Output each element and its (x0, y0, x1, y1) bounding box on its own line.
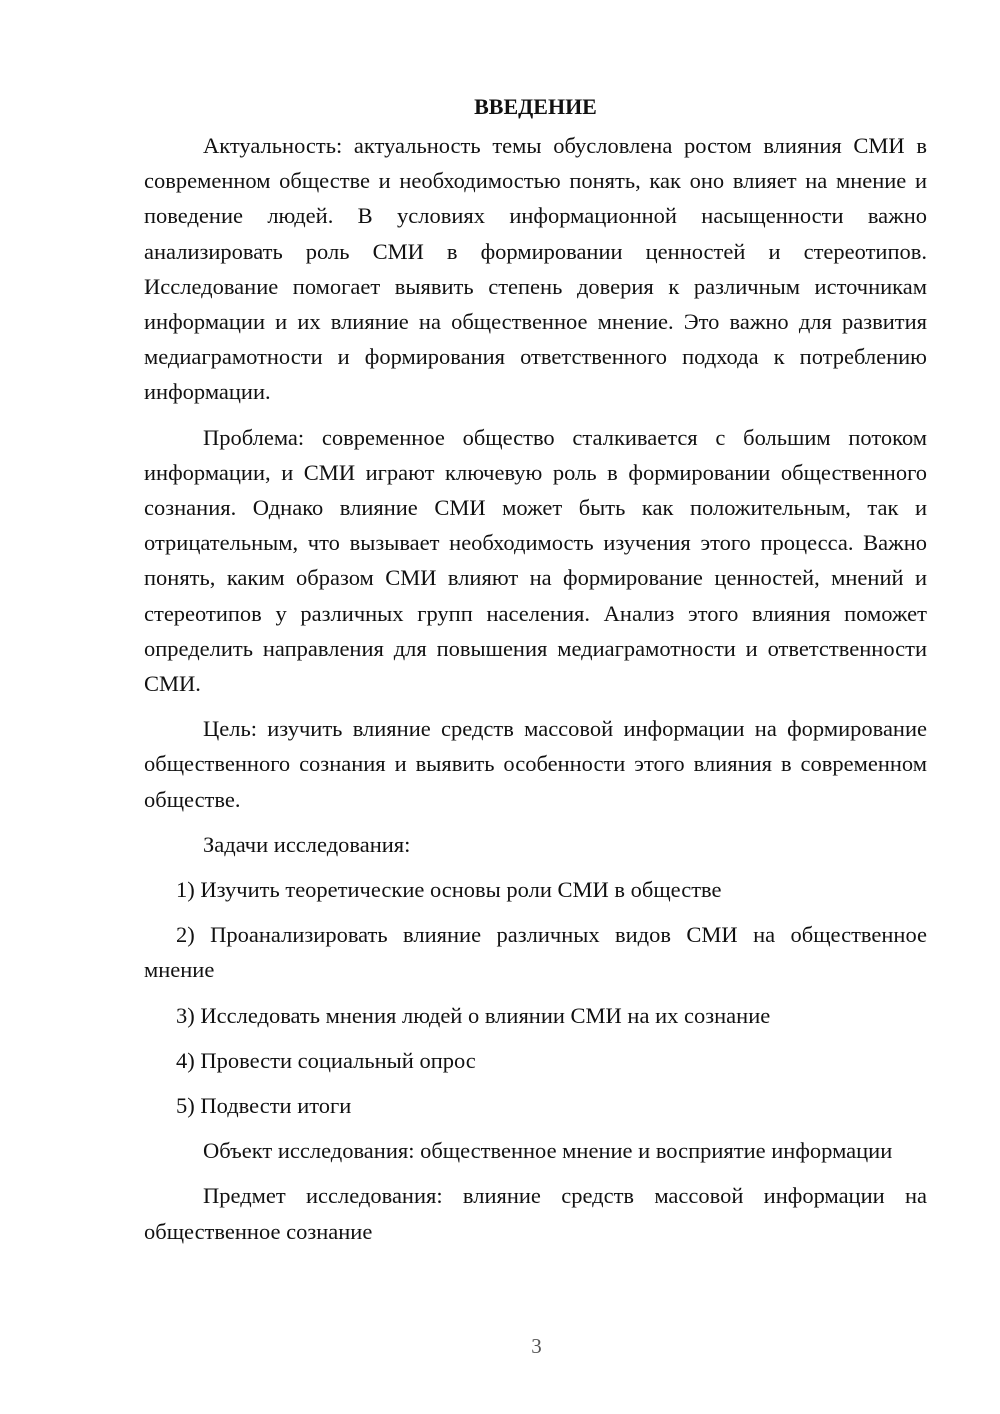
subject-paragraph: Предмет исследования: влияние средств массовой информации на общественное сознание (144, 1183, 927, 1244)
task-item-3: 3) Исследовать мнения людей о влиянии СМИ на их сознание (176, 1002, 771, 1028)
problem-paragraph: Проблема: современное общество сталкивается с большим потоком информации, и СМИ играют ключевую роль в формировании общественного сознания. Однако влияние СМИ может быть как положительным, так и отрицательным, что вызывает необходимость изучения этого процесса. Важно понять, каким образом СМИ влияют на формирование ценностей, мнений и стереотипов у различных групп населения. Анализ этого влияния поможет определить направления для повышения медиаграмотности и ответственности СМИ. (144, 424, 927, 697)
tasks-title: Задачи исследования: (203, 831, 411, 857)
relevance-paragraph: Актуальность: актуальность темы обусловлена ростом влияния СМИ в современном обществе и необходимостью понять, как оно влияет на мнение и поведение людей. В условиях информационной насыщенности важно анализировать роль СМИ в формировании ценностей и стереотипов. Исследование помогает выявить степень доверия к различным источникам информации и их влияние на общественное мнение. Это важно для развития медиаграмотности и формирования ответственного подхода к потреблению информации. (144, 133, 927, 405)
page-title: ВВЕДЕНИЕ (474, 94, 597, 119)
document-page (144, 92, 927, 1259)
page-number: 3 (531, 1334, 542, 1358)
goal-paragraph: Цель: изучить влияние средств массовой информации на формирование общественного сознания и выявить особенности этого влияния в современном обществе. (144, 716, 927, 812)
task-item-5: 5) Подвести итоги (176, 1093, 352, 1119)
object-paragraph: Объект исследования: общественное мнение и восприятие информации (203, 1138, 893, 1164)
task-item-4: 4) Провести социальный опрос (176, 1047, 476, 1073)
task-item-2: 2) Проанализировать влияние различных видов СМИ на общественное мнение (144, 922, 927, 983)
task-item-1: 1) Изучить теоретические основы роли СМИ в обществе (176, 877, 722, 903)
